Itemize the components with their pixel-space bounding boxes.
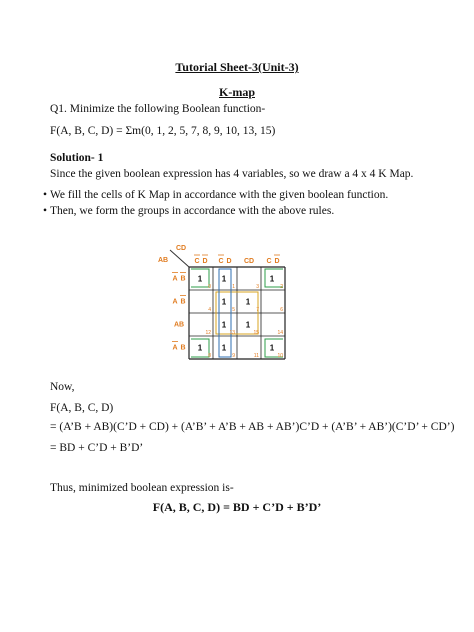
kmap-cell-value: 1 bbox=[269, 274, 275, 284]
row-header-letter: B bbox=[180, 275, 186, 283]
col-header-letter: D bbox=[202, 258, 208, 265]
col-header-letter: C bbox=[266, 258, 272, 265]
page-title: Tutorial Sheet-3(Unit-3) bbox=[175, 60, 299, 74]
kmap-cell-index: 12 bbox=[205, 330, 211, 336]
corner-diagonal bbox=[170, 250, 189, 267]
kmap-cell-value: 1 bbox=[245, 297, 251, 307]
kmap-cell-index: 2 bbox=[280, 284, 283, 290]
col-header-letter: C bbox=[218, 258, 224, 265]
kmap-cell-value: 1 bbox=[269, 343, 275, 353]
kmap-cell-index: 5 bbox=[232, 307, 235, 313]
kmap-cell-index: 1 bbox=[232, 284, 235, 290]
section-title: K-map bbox=[219, 85, 255, 99]
row-header: AB bbox=[173, 321, 185, 329]
kmap-cell-index: 11 bbox=[253, 353, 259, 359]
kmap-cell-value: 1 bbox=[197, 343, 203, 353]
derivation-step-1: = (A’B + AB)(C’D + CD) + (A’B’ + A’B + AB + AB’)C’D + (A’B’ + AB’)(C’D’ + CD’) bbox=[50, 421, 455, 433]
col-header-letter: D bbox=[226, 258, 232, 265]
kmap-cell-index: 15 bbox=[253, 330, 259, 336]
kmap-cell-index: 13 bbox=[229, 330, 235, 336]
kmap-cell-value: 1 bbox=[197, 274, 203, 284]
derivation-function: F(A, B, C, D) bbox=[50, 402, 114, 414]
bullet-item: • Then, we form the groups in accordance with the above rules. bbox=[50, 204, 334, 218]
kmap-cell-value: 1 bbox=[245, 320, 251, 330]
bullet-item: • We fill the cells of K Map in accordance with the given boolean function. bbox=[50, 188, 388, 202]
kmap-cell-index: 6 bbox=[280, 307, 283, 313]
col-header-letter: C bbox=[194, 258, 200, 265]
conclusion-text: Thus, minimized boolean expression is- bbox=[50, 482, 234, 494]
kmap-cell-value: 1 bbox=[221, 320, 227, 330]
derivation-step-2: = BD + C’D + B’D’ bbox=[50, 442, 144, 454]
function-definition: F(A, B, C, D) = Σm(0, 1, 2, 5, 7, 8, 9, 10, 13, 15) bbox=[50, 125, 276, 137]
kmap-cell-index: 4 bbox=[208, 307, 211, 313]
kmap-cell-value: 1 bbox=[221, 297, 227, 307]
corner-label-cd: CD bbox=[176, 245, 187, 252]
kmap-cell-index: 14 bbox=[277, 330, 283, 336]
derivation-now: Now, bbox=[50, 381, 75, 393]
row-header-letter: A bbox=[172, 344, 178, 352]
kmap-cell-index: 3 bbox=[256, 284, 259, 290]
final-expression: F(A, B, C, D) = BD + C’D + B’D’ bbox=[152, 500, 322, 514]
question-text: Q1. Minimize the following Boolean function- bbox=[50, 103, 266, 115]
kmap-cell-index: 10 bbox=[277, 353, 283, 359]
kmap-cell-index: 9 bbox=[232, 353, 235, 359]
solution-heading: Solution- 1 bbox=[50, 152, 104, 164]
kmap-cell-value: 1 bbox=[221, 343, 227, 353]
kmap-cell-index: 8 bbox=[208, 353, 211, 359]
kmap-cell-index: 0 bbox=[208, 284, 211, 290]
col-header-letter: D bbox=[274, 258, 280, 265]
solution-intro: Since the given boolean expression has 4 variables, so we draw a 4 x 4 K Map. bbox=[50, 168, 414, 180]
corner-label-ab: AB bbox=[158, 257, 169, 264]
row-header-letter: A bbox=[172, 298, 178, 306]
row-header-letter: B bbox=[180, 344, 186, 352]
row-header-letter: B bbox=[180, 298, 186, 306]
kmap-cell-value: 1 bbox=[221, 274, 227, 284]
kmap-cell-index: 7 bbox=[256, 307, 259, 313]
col-header: CD bbox=[243, 258, 255, 265]
row-header-letter: A bbox=[172, 275, 178, 283]
karnaugh-map bbox=[156, 240, 316, 366]
